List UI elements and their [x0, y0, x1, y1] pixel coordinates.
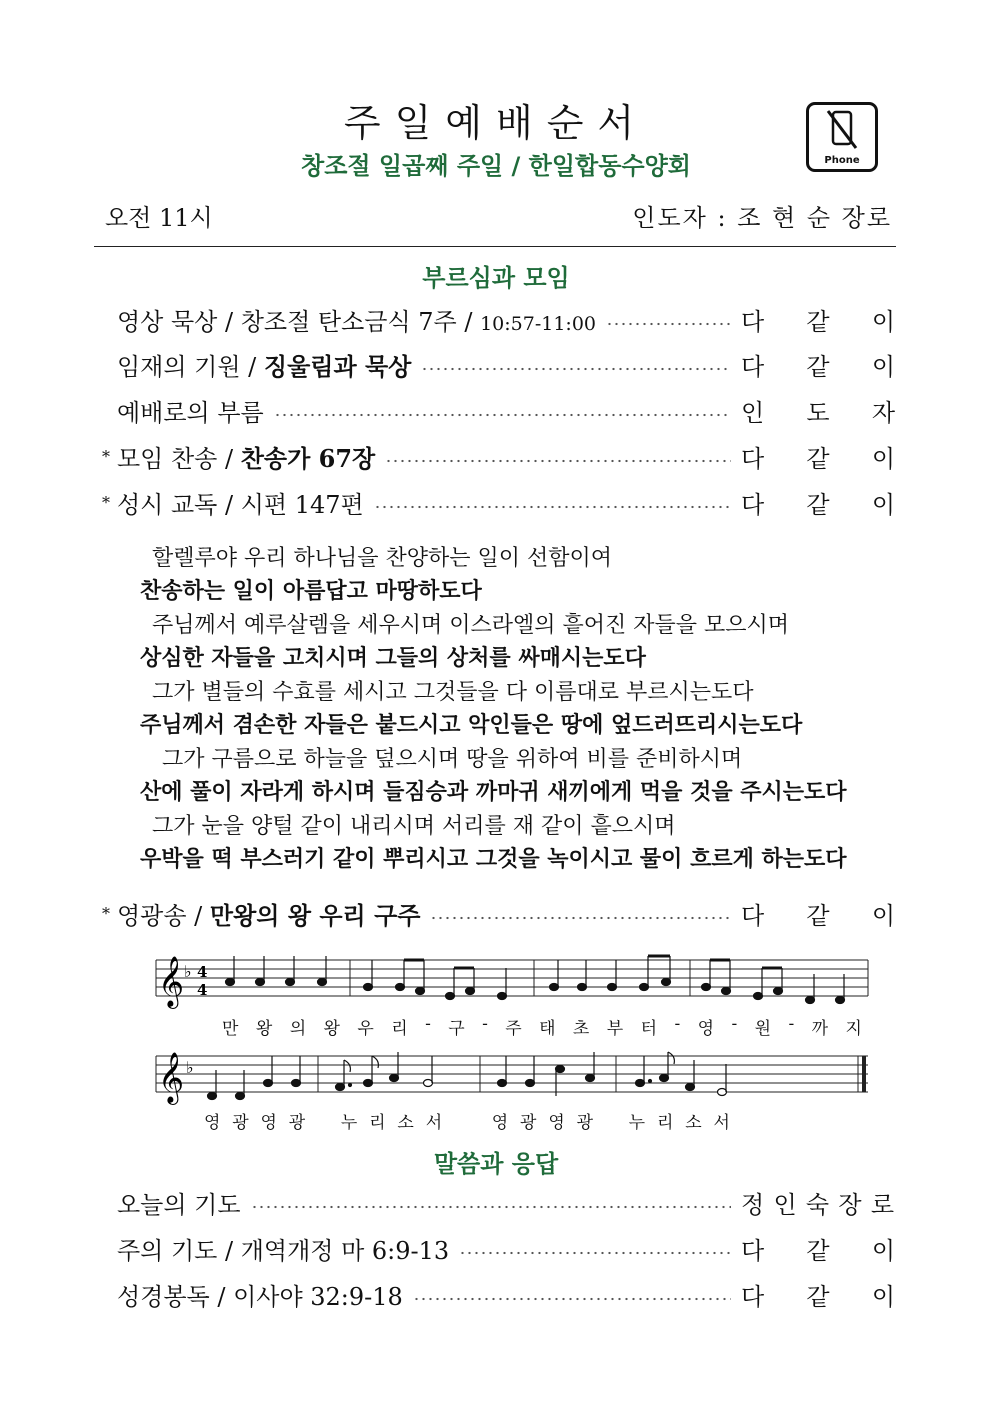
- order-item-performer: 정 인 숙 장 로: [741, 1190, 895, 1219]
- score-lyrics-line-2: 영 광 영 광 누 리 소 서 영 광 영 광 누 리 소 서: [204, 1113, 730, 1133]
- order-item-label: 임재의 기원 / 징울림과 묵상: [117, 351, 412, 381]
- section-calling-title: 부르심과 모임: [422, 264, 570, 292]
- page-title: 주일예배순서: [343, 101, 649, 145]
- order-item-performer: 다 같 이: [741, 490, 895, 519]
- order-item-label: 영상 묵상 / 창조절 탄소금식 7주 / 10:57-11:00: [117, 307, 596, 336]
- order-item-performer: 인 도 자: [741, 398, 895, 427]
- psalm-line-lead: 할렐루야 우리 하나님을 찬양하는 일이 선함이여: [152, 546, 613, 571]
- flat-sign-icon: ♭: [184, 962, 192, 981]
- star-marker: *: [102, 492, 110, 512]
- psalm-line-response: 우박을 떡 부스러기 같이 뿌리시고 그것을 녹이시고 물이 흐르게 하는도다: [140, 847, 847, 872]
- music-staff-line-1: [150, 950, 872, 1010]
- order-item: [95, 347, 895, 381]
- flat-sign-icon: ♭: [186, 1058, 194, 1077]
- order-item-performer: 다 같 이: [741, 352, 895, 381]
- order-item-doxology: [95, 896, 895, 930]
- order-item-performer: 다 같 이: [741, 307, 895, 336]
- order-item: [95, 393, 895, 427]
- order-item-label: 오늘의 기도: [117, 1190, 241, 1219]
- order-item-performer: 다 같 이: [741, 901, 895, 930]
- psalm-line-lead: 그가 별들의 수효를 세시고 그것들을 다 이름대로 부르시는도다: [152, 680, 754, 705]
- order-item: [95, 1231, 895, 1265]
- order-item-label: 성시 교독 / 시편 147편: [117, 490, 364, 519]
- header-divider: [94, 246, 896, 247]
- order-item-label: 영광송 / 만왕의 왕 우리 구주: [117, 900, 421, 930]
- psalm-line-lead: 그가 구름으로 하늘을 덮으시며 땅을 위하여 비를 준비하시며: [162, 747, 743, 772]
- dot-leader: [374, 504, 731, 510]
- service-leader: 인도자 : 조 현 순 장로: [632, 204, 892, 232]
- order-item-performer: 다 같 이: [741, 444, 895, 473]
- page-subtitle: 창조절 일곱째 주일 / 한일합동수양회: [301, 152, 691, 180]
- dot-leader: [385, 458, 731, 464]
- order-item: [95, 302, 895, 336]
- no-phone-badge: [806, 102, 878, 172]
- order-item: [95, 1277, 895, 1311]
- service-time: 오전 11시: [105, 204, 213, 232]
- psalm-line-response: 찬송하는 일이 아름답고 마땅하도다: [140, 579, 482, 604]
- dot-leader: [430, 915, 731, 921]
- star-marker: *: [102, 903, 110, 923]
- order-item-label: 예배로의 부름: [117, 398, 264, 427]
- dot-leader: [413, 1296, 731, 1302]
- time-signature-top: 4: [197, 963, 208, 981]
- order-item-performer: 다 같 이: [741, 1282, 895, 1311]
- order-item-label: 성경봉독 / 이사야 32:9-18: [117, 1282, 403, 1311]
- dot-leader: [421, 366, 731, 372]
- psalm-line-lead: 주님께서 예루살렘을 세우시며 이스라엘의 흩어진 자들을 모으시며: [152, 613, 790, 638]
- psalm-line-lead: 그가 눈을 양털 같이 내리시며 서리를 재 같이 흩으시며: [152, 814, 676, 839]
- order-item-label: 주의 기도 / 개역개정 마 6:9-13: [117, 1236, 450, 1265]
- dot-leader: [251, 1204, 731, 1210]
- psalm-line-response: 주님께서 겸손한 자들은 붙드시고 악인들은 땅에 엎드러뜨리시는도다: [140, 713, 803, 738]
- star-marker: *: [102, 446, 110, 466]
- psalm-line-response: 산에 풀이 자라게 하시며 들짐승과 까마귀 새끼에게 먹을 것을 주시는도다: [140, 780, 847, 805]
- phone-label: Phone: [824, 155, 860, 166]
- treble-clef-icon: 𝄞: [158, 1052, 185, 1103]
- order-item: [95, 439, 895, 473]
- score-lyrics-line-1: 만 왕 의 왕 우 리 - 구 - 주 태 초 부 터 - 영 - 원 - 까 지: [222, 1014, 862, 1039]
- order-item-performer: 다 같 이: [741, 1236, 895, 1265]
- order-item-label: 모임 찬송 / 찬송가 67장: [117, 443, 376, 473]
- dot-leader: [606, 321, 731, 327]
- no-phone-icon: [825, 108, 859, 152]
- treble-clef-icon: 𝄞: [158, 956, 185, 1007]
- time-signature-bottom: 4: [197, 981, 208, 999]
- dot-leader: [459, 1250, 731, 1256]
- dot-leader: [274, 412, 731, 418]
- music-staff-line-2: [150, 1044, 872, 1106]
- order-item: [95, 1185, 895, 1219]
- order-item: [95, 485, 895, 519]
- section-word-title: 말씀과 응답: [433, 1150, 559, 1178]
- psalm-line-response: 상심한 자들을 고치시며 그들의 상처를 싸매시는도다: [140, 646, 646, 671]
